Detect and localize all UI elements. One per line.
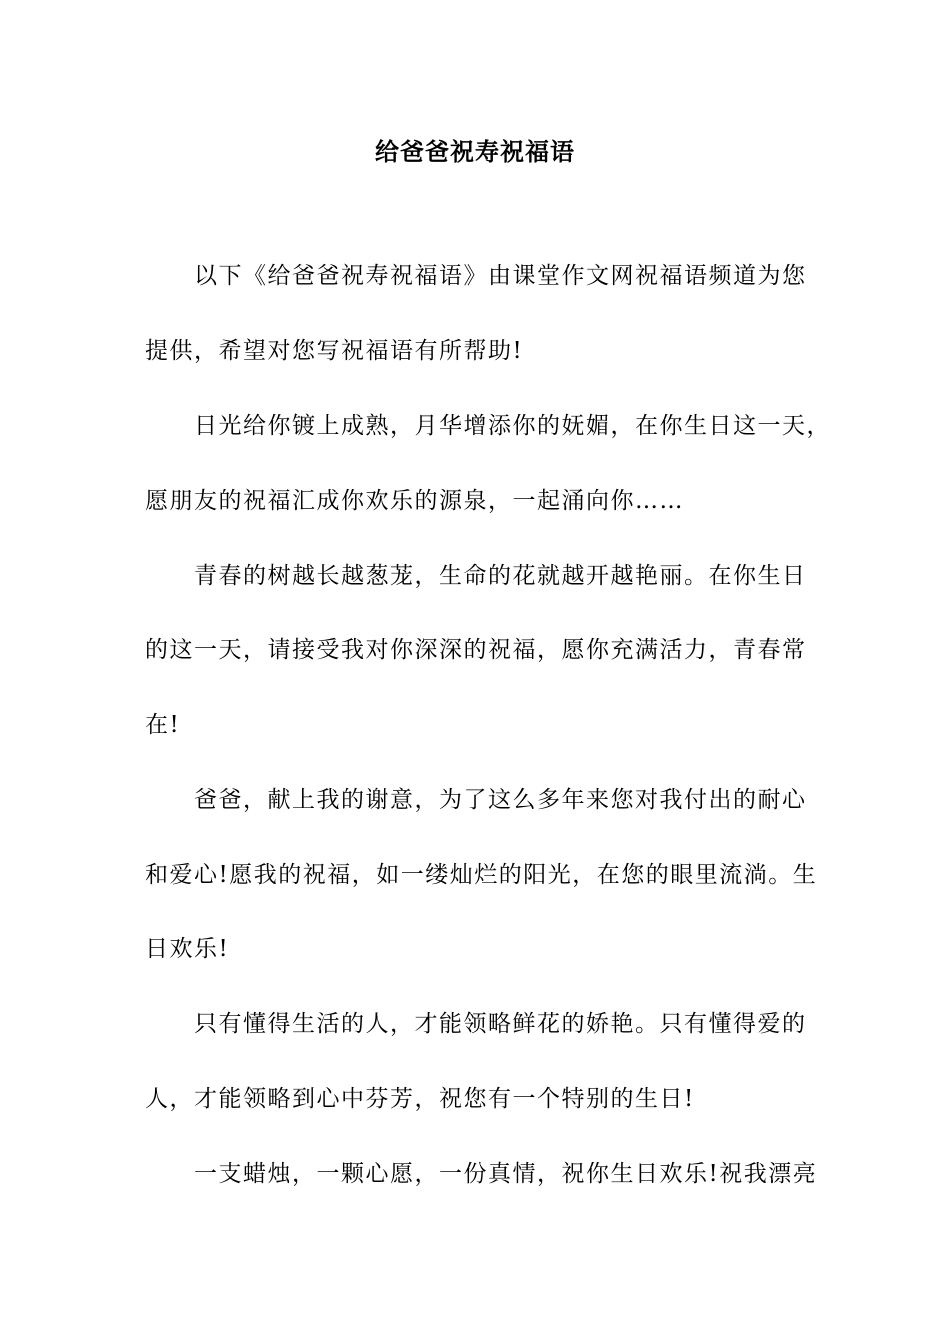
paragraph-2-line-2: 愿朋友的祝福汇成你欢乐的源泉，一起涌向你……	[145, 488, 684, 514]
paragraph-4-line-3: 日欢乐!	[145, 936, 230, 962]
paragraph-3-line-3: 在!	[145, 712, 181, 738]
paragraph-5-line-1: 只有懂得生活的人，才能领略鲜花的娇艳。只有懂得爱的	[194, 1011, 807, 1037]
paragraph-4-line-1: 爸爸，献上我的谢意，为了这么多年来您对我付出的耐心	[194, 787, 807, 813]
document-title: 给爸爸祝寿祝福语	[375, 137, 575, 166]
paragraph-5-line-2: 人，才能领略到心中芬芳，祝您有一个特别的生日!	[145, 1086, 695, 1112]
paragraph-6-line-1: 一支蜡烛，一颗心愿，一份真情，祝你生日欢乐!祝我漂亮	[194, 1161, 818, 1187]
paragraph-1-line-1: 以下《给爸爸祝寿祝福语》由课堂作文网祝福语频道为您	[194, 263, 807, 289]
paragraph-3-line-1: 青春的树越长越葱茏，生命的花就越开越艳丽。在你生日	[194, 563, 807, 589]
paragraph-2-line-1: 日光给你镀上成熟，月华增添你的妩媚，在你生日这一天，	[194, 413, 831, 439]
paragraph-3-line-2: 的这一天，请接受我对你深深的祝福，愿你充满活力，青春常	[145, 637, 807, 663]
paragraph-1-line-2: 提供，希望对您写祝福语有所帮助!	[145, 338, 524, 364]
paragraph-4-line-2: 和爱心!愿我的祝福，如一缕灿烂的阳光，在您的眼里流淌。生	[145, 862, 818, 888]
